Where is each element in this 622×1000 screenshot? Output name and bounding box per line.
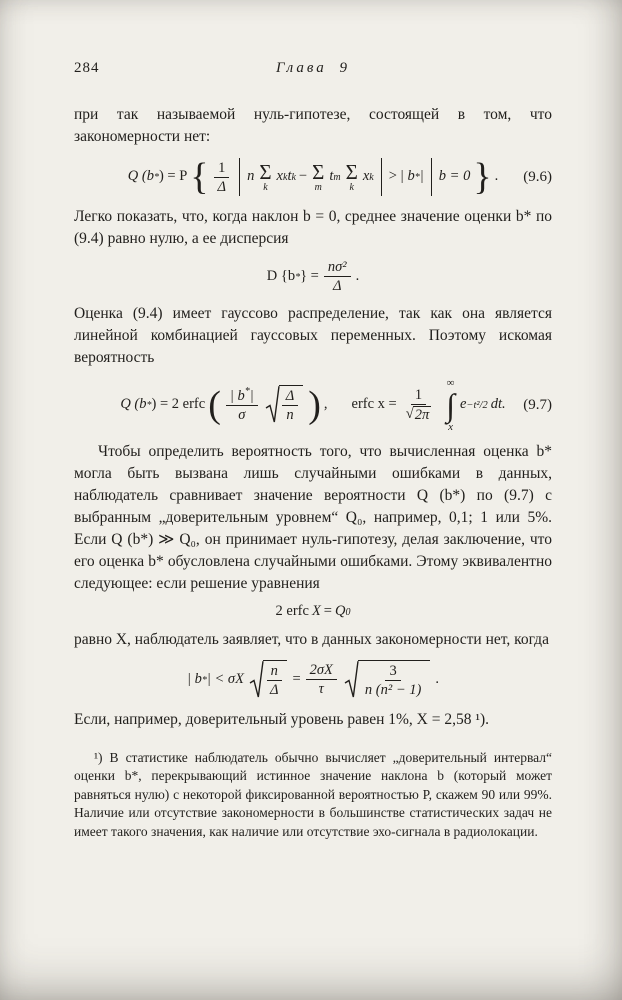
math-var: x bbox=[362, 168, 370, 185]
math-term: Q (b bbox=[127, 168, 154, 185]
paragraph-6: Если, например, доверительный уровень равен 1%, X = 2,58 ¹). bbox=[74, 710, 490, 728]
fraction bbox=[226, 385, 258, 423]
paren-open: ( bbox=[208, 384, 221, 426]
fraction bbox=[324, 259, 351, 294]
page-header bbox=[74, 60, 552, 84]
math-term: Q 0 bbox=[334, 603, 351, 619]
equation-number: (9.6) bbox=[523, 168, 552, 185]
math-condition: b = 0 bbox=[438, 168, 471, 185]
period: . bbox=[355, 267, 360, 284]
fraction bbox=[266, 663, 283, 698]
math-term: ) = 2 erfc bbox=[151, 396, 206, 413]
fraction-numerator: 2σX bbox=[306, 662, 337, 680]
math-term: D {b bbox=[266, 267, 296, 284]
square-root bbox=[265, 385, 304, 425]
summation-sign: Σ bbox=[345, 160, 358, 184]
math-var: | bbox=[419, 168, 424, 185]
formula-9-7 bbox=[74, 378, 552, 432]
paragraph-5: равно X, наблюдатель заявляет, что в данных закономерности нет, когда bbox=[74, 630, 549, 648]
fraction bbox=[282, 388, 299, 423]
math-var: | b bbox=[399, 168, 415, 185]
period: . bbox=[435, 670, 439, 687]
integral bbox=[446, 378, 455, 432]
paragraph-4: Чтобы определить вероятность того, что вычисленная оценка b* могла быть вызвана лишь случайными ошибками в данных, наблюдатель сравнивает значение вероятности Q (b*) по (9.7) с выбранным „доверительным уровнем“ Q₀, например, 0,1; 1 или 5%. Если Q (b*) ≫ Q₀, он принимает нуль-гипотезу, делая заключение, что его оценка b* обусловлена случайными ошибками. Этому эквивалентно следующее: если решение уравнения bbox=[74, 443, 552, 592]
equation-number: (9.7) bbox=[523, 396, 552, 413]
fraction bbox=[361, 663, 425, 698]
fraction-denominator: Δ bbox=[269, 681, 279, 698]
fraction-numerator: n bbox=[267, 663, 282, 681]
summation-index: m bbox=[314, 182, 322, 193]
paragraph-1: при так называемой нуль-гипотезе, состоящей в том, что закономерности нет: bbox=[74, 106, 552, 145]
radical-sign bbox=[249, 660, 264, 700]
integral-lower-limit: x bbox=[448, 421, 454, 433]
formula-erfc-x-expression bbox=[276, 604, 351, 620]
page-content bbox=[74, 60, 552, 841]
radical-sign bbox=[344, 660, 359, 700]
math-term: Q (b bbox=[120, 396, 147, 413]
summation bbox=[346, 162, 358, 192]
formula-threshold bbox=[74, 660, 552, 700]
summation-index: k bbox=[349, 182, 354, 193]
fraction-numerator: 1 bbox=[214, 160, 229, 178]
summation-sign: Σ bbox=[312, 160, 325, 184]
greater-than-sign: > bbox=[388, 168, 397, 185]
formula-9-6 bbox=[74, 157, 552, 197]
brace-close: } bbox=[473, 156, 492, 198]
summation bbox=[312, 162, 324, 192]
math-term: dt. bbox=[490, 396, 506, 413]
radicand bbox=[358, 660, 430, 698]
square-root bbox=[344, 660, 430, 700]
fraction-numerator: Δ bbox=[282, 388, 299, 406]
fraction-denominator: Δ bbox=[217, 178, 227, 195]
integral-sign: ∫ bbox=[446, 387, 455, 423]
fraction-denominator: n bbox=[286, 407, 294, 423]
integral-upper-limit: ∞ bbox=[446, 377, 455, 389]
math-term: } = bbox=[300, 267, 319, 284]
summation-sign: Σ bbox=[259, 160, 272, 184]
math-term: ) = P bbox=[158, 168, 188, 185]
radical-sign: √ bbox=[405, 406, 414, 422]
fraction bbox=[402, 387, 435, 423]
period: . bbox=[494, 168, 499, 185]
radical-sign bbox=[265, 385, 280, 425]
equals-sign: = bbox=[292, 670, 301, 687]
paragraph-3: Оценка (9.4) имеет гауссово распределение, так как она является линейной комбинацией гауссовых переменных. Поэтому искомая вероятность bbox=[74, 305, 552, 366]
fraction-numerator: nσ² bbox=[324, 259, 351, 277]
brace-open: { bbox=[190, 156, 209, 198]
footnote: ¹) В статистике наблюдатель обычно вычисляет „доверительный интервал“ оценки b*, перекрывающий истинное значение наклона b (который может равняться нулю) с некоторой фиксированной вероятностью P, скажем 90 или 99%. Наличие или отсутствие закономерности в большинстве статистических задач не имеет такого значения, как наличие или отсутствие эхо-сигнала в радиолокации. bbox=[74, 749, 552, 839]
radicand bbox=[263, 660, 288, 698]
formula-erfc-x bbox=[74, 604, 552, 620]
square-root bbox=[249, 660, 288, 700]
formula-9-6-expression bbox=[128, 157, 498, 197]
math-term: x k bbox=[362, 168, 374, 185]
math-term: erfc x = bbox=[351, 396, 397, 413]
math-lhs: D {b * } = bbox=[266, 267, 319, 284]
fraction-denominator bbox=[402, 405, 435, 423]
formula-threshold-expression bbox=[187, 660, 439, 700]
math-var: X bbox=[311, 603, 321, 619]
conditional-bar bbox=[431, 158, 432, 196]
math-term: t m bbox=[329, 168, 341, 185]
comma: , bbox=[323, 396, 328, 413]
math-var: Q bbox=[334, 603, 346, 619]
absolute-value-bar bbox=[239, 158, 240, 196]
math-lhs: Q (b * ) = P bbox=[127, 168, 188, 185]
square-root bbox=[406, 406, 431, 423]
math-var: e bbox=[459, 396, 467, 413]
fraction-numerator bbox=[226, 385, 258, 406]
math-term: x k t k bbox=[276, 168, 296, 185]
math-lhs: Q (b * ) = 2 erfc bbox=[120, 396, 206, 413]
fraction-denominator: n (n² − 1) bbox=[364, 681, 422, 698]
math-var: | b bbox=[229, 387, 245, 404]
math-superscript: * bbox=[244, 385, 250, 397]
formula-9-7-expression bbox=[120, 378, 505, 432]
math-var: t bbox=[329, 168, 334, 185]
summation bbox=[259, 162, 271, 192]
absolute-value-bar bbox=[381, 158, 382, 196]
fraction bbox=[214, 160, 231, 195]
math-term: e −t²/2 bbox=[459, 396, 488, 413]
page-number: 284 bbox=[74, 60, 100, 76]
summation-index: k bbox=[263, 182, 268, 193]
formula-dispersion-expression bbox=[267, 259, 359, 294]
fraction-denominator: τ bbox=[318, 681, 324, 698]
math-lhs: | b * | < σX bbox=[187, 670, 244, 687]
radicand: 2π bbox=[414, 407, 430, 423]
fraction-denominator: Δ bbox=[332, 278, 342, 294]
paragraph-2: Легко показать, что, когда наклон b = 0, среднее значение оценки b* по (9.4) равно нулю, а ее дисперсия bbox=[74, 208, 552, 247]
math-var: x bbox=[276, 168, 283, 185]
paren-close: ) bbox=[308, 384, 321, 426]
radicand bbox=[279, 385, 304, 423]
fraction-denominator: σ bbox=[238, 406, 246, 423]
fraction bbox=[306, 662, 337, 697]
chapter-title: Глава 9 bbox=[275, 60, 351, 76]
formula-dispersion bbox=[74, 259, 552, 294]
math-var: | b bbox=[187, 670, 202, 687]
math-term: 2 erfc bbox=[275, 603, 309, 619]
equals-sign: = bbox=[323, 603, 332, 619]
math-var: | < σX bbox=[206, 670, 244, 687]
math-var: t bbox=[287, 168, 292, 185]
minus-sign: − bbox=[298, 168, 308, 185]
math-term: n bbox=[247, 168, 255, 185]
fraction-numerator: 1 bbox=[411, 387, 426, 405]
fraction-numerator: 3 bbox=[385, 663, 400, 681]
math-var: | bbox=[249, 387, 254, 404]
math-term: | b * | bbox=[399, 168, 424, 185]
